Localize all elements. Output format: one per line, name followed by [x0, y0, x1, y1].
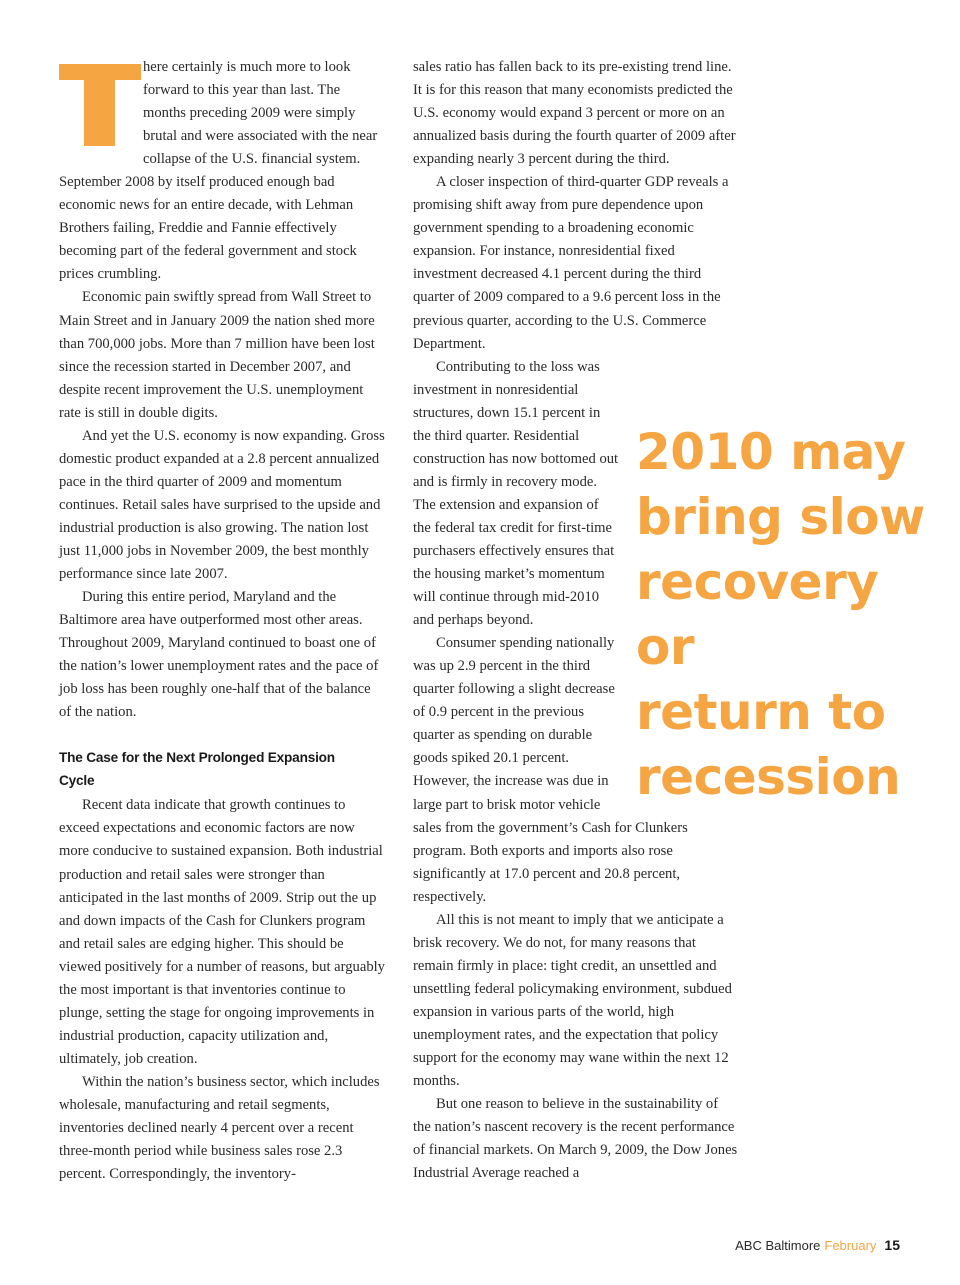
paragraph: Contributing to the loss was investment in nonresidential structures, down 15.1 percent in the third quarter. Residential construction has now bottomed out and is firmly in recovery mode. The extension and expansion of the federal tax credit for first-time purchasers effectively ensures that the housing market’s momentum will continue through mid-2010 and perhaps beyond.	[413, 358, 619, 629]
pull-quote-line: return to	[636, 683, 886, 741]
paragraph: And yet the U.S. economy is now expanding. Gross domestic product expanded at a 2.8 percent annualized pace in the third quarter of 2009 and momentum continues. Retail sales have surprised to the upside and industrial production is also growing. The nation lost just 11,000 jobs in November 2009, the best monthly performance since late 2007.	[59, 427, 385, 583]
paragraph: But one reason to believe in the sustainability of the nation’s nascent recovery is the recent performance of financial markets. On March 9, 2009, the Dow Jones Industrial Average reached a	[413, 1096, 738, 1182]
paragraph: During this entire period, Maryland and the Baltimore area have outperformed most other areas. Throughout 2009, Maryland continued to boast one of the nation’s lower unemployment rates and the pace of job loss has been roughly one-half that of the balance of the nation.	[59, 589, 379, 721]
paragraph: Economic pain swiftly spread from Wall Street to Main Street and in January 2009 the nation shed more than 700,000 jobs. More than 7 million have been lost since the recession started in December 2007, and despite recent improvement the U.S. unemployment rate is still in double digits.	[59, 289, 375, 421]
publication-name: ABC Baltimore	[735, 1238, 821, 1253]
page-footer	[735, 1237, 900, 1253]
pull-quote-line: or	[636, 618, 695, 676]
issue-month: February	[824, 1238, 877, 1253]
pull-quote-line: recovery	[636, 553, 879, 611]
pull-quote	[636, 420, 936, 810]
paragraph: A closer inspection of third-quarter GDP reveals a promising shift away from pure dependence upon government spending to a broadening economic expansion. For instance, nonresidential fixed investment decreased 4.1 percent during the third quarter of 2009 compared to a 9.6 percent loss in the previous quarter, according to the U.S. Commerce Department.	[413, 174, 729, 352]
pull-quote-line: 2010 may	[636, 423, 906, 481]
pull-quote-line: bring slow	[636, 488, 925, 546]
paragraph-text: here certainly is much more to look forward to this year than last. The months preceding 2009 were simply brutal and were associated with the near collapse of the U.S. financial system. September 2008 by itself produced enough bad economic news for an entire decade, with Lehman Brothers failing, Freddie and Fannie effectively becoming part of the federal government and stock prices crumbling.	[59, 59, 378, 283]
drop-cap	[59, 64, 137, 154]
left-column	[59, 56, 385, 1186]
paragraph: Within the nation’s business sector, which includes wholesale, manufacturing and retail segments, inventories declined nearly 4 percent over a recent three-month period while business sales rose 2.3 percent. Correspondingly, the inventory-	[59, 1073, 380, 1183]
paragraph: sales ratio has fallen back to its pre-existing trend line. It is for this reason that many economists predicted the U.S. economy would expand 3 percent or more on an annualized basis during the fourth quarter of 2009 after expanding nearly 3 percent during the third.	[413, 59, 736, 168]
paragraph: Consumer spending nationally was up 2.9 percent in the third quarter following a slight decrease of 0.9 percent in the previous quarter as spending on durable goods spiked 20.1 percent. However, the increase was due in large part to brisk motor vehicle sales from the government’s Cash for Clunkers program. Both exports and imports also rose significantly at 17.0 percent and 20.8 percent, respectively.	[413, 635, 688, 905]
paragraph: Recent data indicate that growth continues to exceed expectations and economic factors are now more conducive to sustained expansion. Both industrial production and retail sales were stronger than anticipated in the last months of 2009. Strip out the up and down impacts of the Cash for Clunkers program and retail sales are edging higher. This should be viewed positively for a number of reasons, but arguably the most important is that inventories continue to plunge, setting the stage for ongoing improvements in industrial production, capacity utilization and, ultimately, job creation.	[59, 797, 385, 1067]
drop-cap-stem	[84, 64, 115, 146]
paragraph: All this is not meant to imply that we anticipate a brisk recovery. We do not, for many reasons that remain firmly in place: tight credit, an unsettled and unsettling federal policymaking environment, subdued expansion in various parts of the world, high unemployment rates, and the expectation that policy support for the economy may wane within the next 12 months.	[413, 911, 732, 1090]
pull-quote-line: recession	[636, 748, 901, 806]
paragraph	[59, 56, 385, 286]
page-number: 15	[884, 1237, 900, 1253]
section-subhead: The Case for the Next Prolonged Expansion Cycle	[59, 750, 335, 790]
